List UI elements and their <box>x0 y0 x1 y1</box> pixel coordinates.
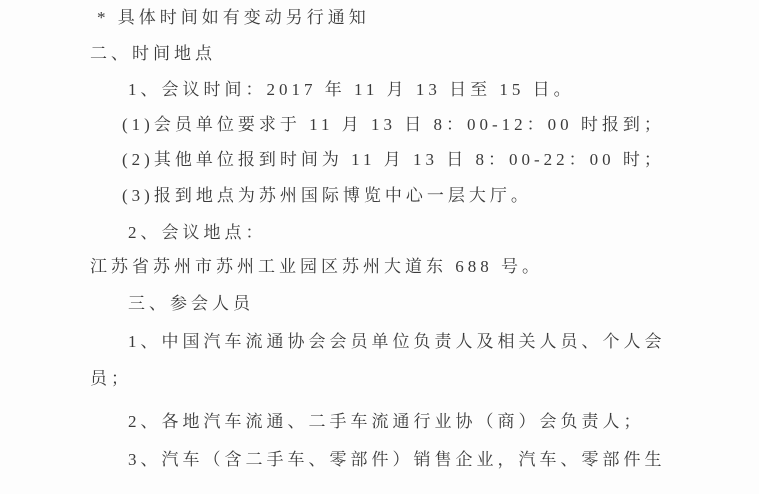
participants-item-2: 2、各地汽车流通、二手车流通行业协（商）会负责人； <box>128 412 645 431</box>
participants-item-1-line-1: 1、中国汽车流通协会会员单位负责人及相关人员、个人会 <box>128 332 666 351</box>
section-heading-participants: 三、参会人员 <box>128 294 254 313</box>
meeting-place-label: 2、会议地点： <box>128 223 267 242</box>
participants-item-3: 3、汽车（含二手车、零部件）销售企业，汽车、零部件生 <box>128 450 666 469</box>
checkin-rule-3: (3)报到地点为苏州国际博览中心一层大厅。 <box>122 186 532 205</box>
section-heading-time: 二、时间地点 <box>90 44 216 63</box>
checkin-rule-1: (1)会员单位要求于 11 月 13 日 8：00-12：00 时报到； <box>122 115 665 134</box>
note-line: * 具体时间如有变动另行通知 <box>97 8 370 27</box>
meeting-address-line: 江苏省苏州市苏州工业园区苏州大道东 688 号。 <box>90 257 543 276</box>
participants-item-1-line-2: 员； <box>90 369 132 388</box>
checkin-rule-2: (2)其他单位报到时间为 11 月 13 日 8：00-22：00 时； <box>122 150 665 169</box>
meeting-time-line: 1、会议时间：2017 年 11 月 13 日至 15 日。 <box>128 80 575 99</box>
